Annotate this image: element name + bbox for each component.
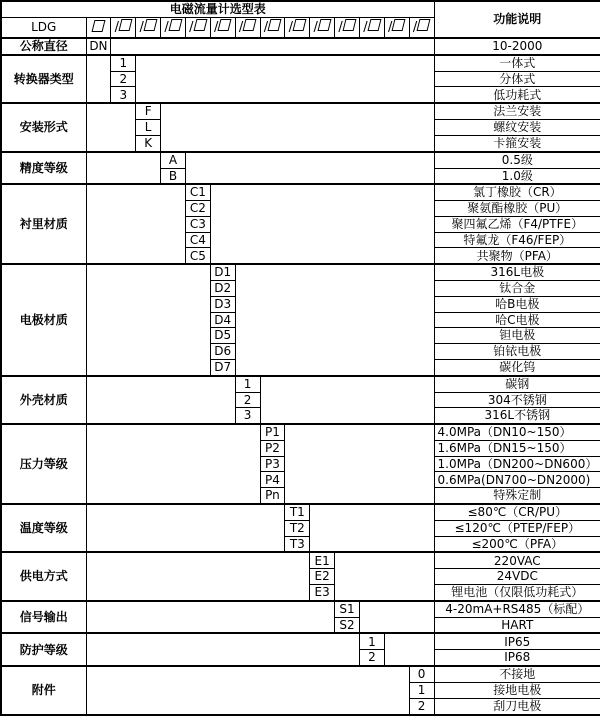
option-desc: 316L不锈钢 — [434, 408, 600, 424]
category-label: 外壳材质 — [1, 376, 86, 424]
option-code: 1 — [409, 682, 434, 698]
header-code-cell — [161, 17, 186, 38]
code-box-icon — [243, 19, 257, 31]
option-desc: ≤120℃（PTEP/FEP） — [434, 520, 600, 536]
option-desc: HART — [434, 617, 600, 633]
option-code: E2 — [310, 569, 335, 585]
page-title: 电磁流量计选型表 — [1, 1, 434, 17]
option-code: E1 — [310, 552, 335, 568]
spacer-cell — [86, 666, 409, 715]
slash-glyph: / — [288, 20, 293, 36]
header-code-cell — [310, 17, 335, 38]
spacer-cell — [86, 552, 310, 600]
spacer-cell — [86, 633, 359, 666]
option-desc: 1.0MPa（DN200~DN600） — [434, 456, 600, 472]
option-code: DN — [86, 38, 111, 55]
slash-glyph: / — [263, 20, 269, 36]
option-desc: 氯丁橡胶（CR） — [434, 184, 600, 200]
option-desc: 螺纹安装 — [434, 120, 600, 136]
category-label: 安装形式 — [1, 103, 86, 151]
header-code-cell — [409, 17, 434, 38]
spacer-cell — [359, 601, 434, 634]
option-desc: 4.0MPa（DN10~150） — [434, 424, 600, 440]
option-row — [1, 666, 600, 682]
option-desc: 哈C电极 — [434, 312, 600, 328]
slash-glyph: / — [388, 20, 393, 36]
spacer-cell — [111, 38, 434, 55]
option-desc: 锂电池（仅限低功耗式） — [434, 584, 600, 600]
option-code: D5 — [210, 328, 235, 344]
header-code-cell — [136, 17, 161, 38]
option-desc: 哈B电极 — [434, 296, 600, 312]
category-label: 转换器类型 — [1, 55, 86, 103]
spacer-cell — [86, 376, 235, 424]
option-desc: 聚四氟乙烯（F4/PTFE） — [434, 216, 600, 232]
option-code: P1 — [260, 424, 285, 440]
spacer-cell — [235, 264, 434, 375]
option-code: 1 — [235, 376, 260, 392]
code-box-icon — [417, 19, 431, 31]
option-desc: 24VDC — [434, 569, 600, 585]
category-label: 供电方式 — [1, 552, 86, 600]
option-code: 1 — [359, 633, 384, 649]
category-label: 公称直径 — [1, 38, 86, 55]
option-row — [1, 184, 600, 200]
option-code: C5 — [185, 248, 210, 264]
code-box-icon — [218, 19, 232, 31]
option-desc: ≤80℃（CR/PU） — [434, 504, 600, 520]
header-code-cell — [384, 17, 409, 38]
option-desc: 220VAC — [434, 552, 600, 568]
option-code: C4 — [185, 232, 210, 248]
option-code: A — [161, 152, 186, 168]
spacer-cell — [86, 264, 210, 375]
option-code: C3 — [185, 216, 210, 232]
model-prefix: LDG — [1, 17, 86, 38]
category-label: 信号输出 — [1, 601, 86, 634]
option-code: 2 — [111, 71, 136, 87]
code-box-icon — [367, 19, 381, 31]
category-label: 电极材质 — [1, 264, 86, 375]
header-code-cell — [335, 17, 360, 38]
header-code-cell — [235, 17, 260, 38]
option-code: B — [161, 168, 186, 184]
option-desc: 分体式 — [434, 71, 600, 87]
spacer-cell — [185, 152, 434, 185]
option-code: D1 — [210, 264, 235, 280]
slash-glyph: / — [214, 20, 219, 36]
spacer-cell — [260, 376, 434, 424]
slash-glyph: / — [238, 20, 244, 36]
option-code: C2 — [185, 201, 210, 217]
spacer-cell — [384, 633, 434, 666]
option-desc: 0.5级 — [434, 152, 600, 168]
option-row — [1, 376, 600, 392]
category-label: 衬里材质 — [1, 184, 86, 264]
slash-glyph: / — [412, 20, 418, 36]
option-code: 1 — [111, 55, 136, 71]
spacer-cell — [86, 184, 185, 264]
header-code-cell — [111, 17, 136, 38]
option-code: S1 — [335, 601, 360, 617]
option-desc: 钛合金 — [434, 281, 600, 297]
code-box-icon — [293, 19, 307, 31]
option-code: P3 — [260, 456, 285, 472]
option-row — [1, 552, 600, 568]
option-code: C1 — [185, 184, 210, 200]
option-code: 3 — [111, 87, 136, 103]
option-code: S2 — [335, 617, 360, 633]
header-code-cell — [260, 17, 285, 38]
option-desc: 低功耗式 — [434, 87, 600, 103]
option-desc: 刮刀电极 — [434, 698, 600, 715]
option-code: D6 — [210, 344, 235, 360]
option-code: Pn — [260, 488, 285, 504]
option-row — [1, 152, 600, 168]
code-box-icon — [193, 19, 207, 31]
option-desc: 法兰安装 — [434, 103, 600, 119]
option-code: D4 — [210, 312, 235, 328]
code-box-icon — [91, 20, 105, 32]
header-code-cell — [86, 17, 111, 38]
option-code: P4 — [260, 472, 285, 488]
option-desc: 特氟龙（F46/FEP） — [434, 232, 600, 248]
category-label: 温度等级 — [1, 504, 86, 552]
slash-glyph: / — [313, 20, 318, 36]
option-code: T3 — [285, 536, 310, 552]
slash-glyph: / — [363, 20, 368, 36]
option-code: 2 — [409, 698, 434, 715]
option-desc: 1.0级 — [434, 168, 600, 184]
spacer-cell — [335, 552, 434, 600]
option-desc: 钽电极 — [434, 328, 600, 344]
slash-glyph: / — [338, 20, 343, 36]
option-desc: 接地电极 — [434, 682, 600, 698]
option-desc: IP68 — [434, 650, 600, 666]
spacer-cell — [86, 152, 161, 185]
option-row — [1, 38, 600, 55]
option-row — [1, 601, 600, 617]
spacer-cell — [86, 424, 260, 504]
spacer-cell — [86, 601, 335, 634]
option-code: 3 — [235, 408, 260, 424]
option-desc: 特殊定制 — [434, 488, 600, 504]
option-row — [1, 103, 600, 119]
spacer-cell — [310, 504, 434, 552]
header-code-cell — [285, 17, 310, 38]
option-desc: 不接地 — [434, 666, 600, 682]
option-row — [1, 504, 600, 520]
option-desc: 316L电极 — [434, 264, 600, 280]
option-desc: 卡箍安装 — [434, 135, 600, 151]
code-box-icon — [268, 19, 282, 31]
spacer-cell — [136, 55, 434, 103]
header-code-cell — [210, 17, 235, 38]
option-row — [1, 424, 600, 440]
option-code: 2 — [359, 650, 384, 666]
option-desc: 聚氨酯橡胶（PU） — [434, 201, 600, 217]
category-label: 精度等级 — [1, 152, 86, 185]
option-row — [1, 264, 600, 280]
option-desc: 一体式 — [434, 55, 600, 71]
header-code-cell — [185, 17, 210, 38]
code-box-icon — [118, 19, 132, 31]
slash-glyph: / — [114, 20, 119, 36]
option-desc: 铂铱电极 — [434, 344, 600, 360]
spacer-cell — [86, 55, 111, 103]
code-box-icon — [168, 19, 182, 31]
slash-glyph: / — [139, 20, 144, 36]
option-code: T1 — [285, 504, 310, 520]
option-desc: ≤200℃（PFA） — [434, 536, 600, 552]
slash-glyph: / — [164, 20, 169, 36]
option-desc: 4-20mA+RS485（标配） — [434, 601, 600, 617]
option-desc: 碳钢 — [434, 376, 600, 392]
option-desc: IP65 — [434, 633, 600, 649]
header-code-cell — [359, 17, 384, 38]
option-desc: 304不锈钢 — [434, 392, 600, 408]
option-code: F — [136, 103, 161, 119]
category-label: 压力等级 — [1, 424, 86, 504]
spacer-cell — [86, 504, 285, 552]
option-desc: 共聚物（PFA） — [434, 248, 600, 264]
option-code: K — [136, 135, 161, 151]
option-code: D2 — [210, 281, 235, 297]
option-code: D7 — [210, 359, 235, 375]
title-row — [1, 1, 600, 17]
code-box-icon — [342, 19, 356, 31]
code-box-icon — [392, 19, 406, 31]
option-code: 2 — [235, 392, 260, 408]
option-row — [1, 633, 600, 649]
option-code: L — [136, 120, 161, 136]
option-code: 0 — [409, 666, 434, 682]
option-row — [1, 55, 600, 71]
option-code: E3 — [310, 584, 335, 600]
category-label: 防护等级 — [1, 633, 86, 666]
option-desc: 0.6MPa(DN700~DN2000) — [434, 472, 600, 488]
option-desc: 碳化钨 — [434, 359, 600, 375]
code-box-icon — [143, 19, 157, 31]
spacer-cell — [161, 103, 434, 151]
option-code: P2 — [260, 440, 285, 456]
spacer-cell — [285, 424, 434, 504]
function-header: 功能说明 — [434, 1, 600, 38]
code-box-icon — [317, 19, 331, 31]
option-desc: 1.6MPa（DN15~150） — [434, 440, 600, 456]
slash-glyph: / — [189, 20, 194, 36]
category-label: 附件 — [1, 666, 86, 715]
spacer-cell — [210, 184, 434, 264]
option-code: D3 — [210, 296, 235, 312]
option-code: T2 — [285, 520, 310, 536]
option-desc: 10-2000 — [434, 38, 600, 55]
spacer-cell — [86, 103, 136, 151]
